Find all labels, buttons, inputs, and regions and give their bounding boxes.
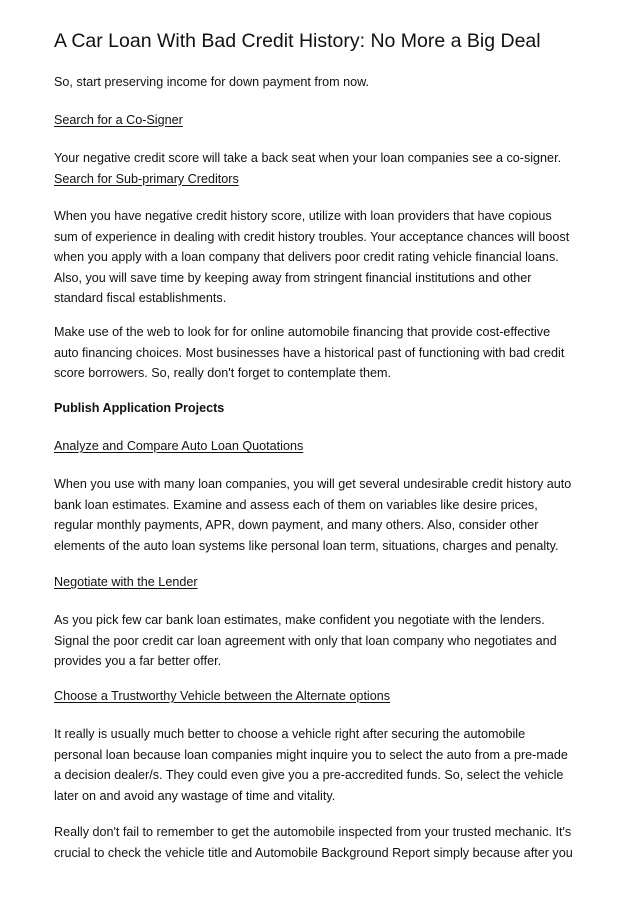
- paragraph-line: As you pick few car bank loan estimates, make confident you negotiate with the lenders.: [54, 613, 545, 627]
- paragraph-line: sum of experience in dealing with credit history troubles. Your acceptance chances will boost: [54, 229, 570, 244]
- subprime-paragraph: [54, 206, 594, 309]
- paragraph-line: elements of the auto loan systems like personal loan term, situations, charges and penalty.: [54, 538, 559, 553]
- paragraph-line: crucial to check the vehicle title and Automobile Background Report simply because after you: [54, 845, 573, 860]
- vehicle-paragraph: [54, 724, 594, 806]
- paragraph-line: Also, you will save time by keeping away from stringent financial institutions and other: [54, 270, 532, 285]
- paragraph-line: Really don't fail to remember to get the automobile inspected from your trusted mechanic. It's: [54, 825, 572, 839]
- cosigner-heading-block: [54, 110, 594, 131]
- publish-heading-block: [54, 398, 594, 419]
- inspect-paragraph: [54, 822, 594, 863]
- vehicle-heading-block: [54, 686, 594, 707]
- intro-line: So, start preserving income for down payment from now.: [54, 75, 369, 89]
- publish-heading: Publish Application Projects: [54, 401, 225, 415]
- paragraph-line: score borrowers. So, really don't forget to contemplate them.: [54, 366, 391, 380]
- paragraph-line: Make use of the web to look for for online automobile financing that provide cost-effective: [54, 325, 551, 339]
- cosigner-link[interactable]: Search for a Co-Signer: [54, 113, 183, 127]
- intro-paragraph: [54, 72, 594, 93]
- negotiate-heading-block: [54, 572, 594, 593]
- paragraph-line: when you apply with a loan company that delivers poor credit rating vehicle financial loans.: [54, 250, 559, 264]
- paragraph-line: auto financing choices. Most businesses have a historical past of functioning with bad credit: [54, 345, 565, 360]
- paragraph-line: later on and avoid any wastage of time and vitality.: [54, 788, 336, 803]
- subprime-link[interactable]: Search for Sub-primary Creditors: [54, 171, 239, 186]
- compare-paragraph: [54, 474, 594, 556]
- paragraph-line: regular monthly payments, APR, down payment, and many others. Also, consider other: [54, 518, 539, 532]
- paragraph-line: personal loan because loan companies might inquire you to select the auto from a pre-made: [54, 747, 568, 762]
- document-title: A Car Loan With Bad Credit History: No More a Big Deal: [54, 30, 541, 52]
- paragraph-line: provides you a far better offer.: [54, 654, 222, 668]
- cosigner-text: Your negative credit score will take a back seat when your loan companies see a co-signer.: [54, 151, 562, 165]
- web-paragraph: [54, 322, 594, 384]
- paragraph-line: When you use with many loan companies, you will get several undesirable credit history auto: [54, 477, 572, 491]
- cosigner-paragraph: [54, 148, 594, 189]
- paragraph-line: a decision dealer/s. They could even give you a pre-accredited funds. So, select the vehicle: [54, 768, 564, 782]
- paragraph-line: It really is usually much better to choose a vehicle right after securing the automobile: [54, 727, 526, 741]
- paragraph-line: standard fiscal establishments.: [54, 291, 227, 305]
- compare-heading-block: [54, 436, 594, 457]
- paragraph-line: bank loan estimates. Examine and assess each of them on variables like desire prices,: [54, 497, 538, 512]
- vehicle-link[interactable]: Choose a Trustworthy Vehicle between the Alternate options: [54, 689, 391, 703]
- paragraph-line: Signal the poor credit car loan agreement with only that loan company who negotiates and: [54, 633, 557, 648]
- negotiate-paragraph: [54, 610, 594, 672]
- compare-link[interactable]: Analyze and Compare Auto Loan Quotations: [54, 439, 304, 453]
- paragraph-line: When you have negative credit history score, utilize with loan providers that have copious: [54, 209, 552, 223]
- negotiate-link[interactable]: Negotiate with the Lender: [54, 575, 198, 589]
